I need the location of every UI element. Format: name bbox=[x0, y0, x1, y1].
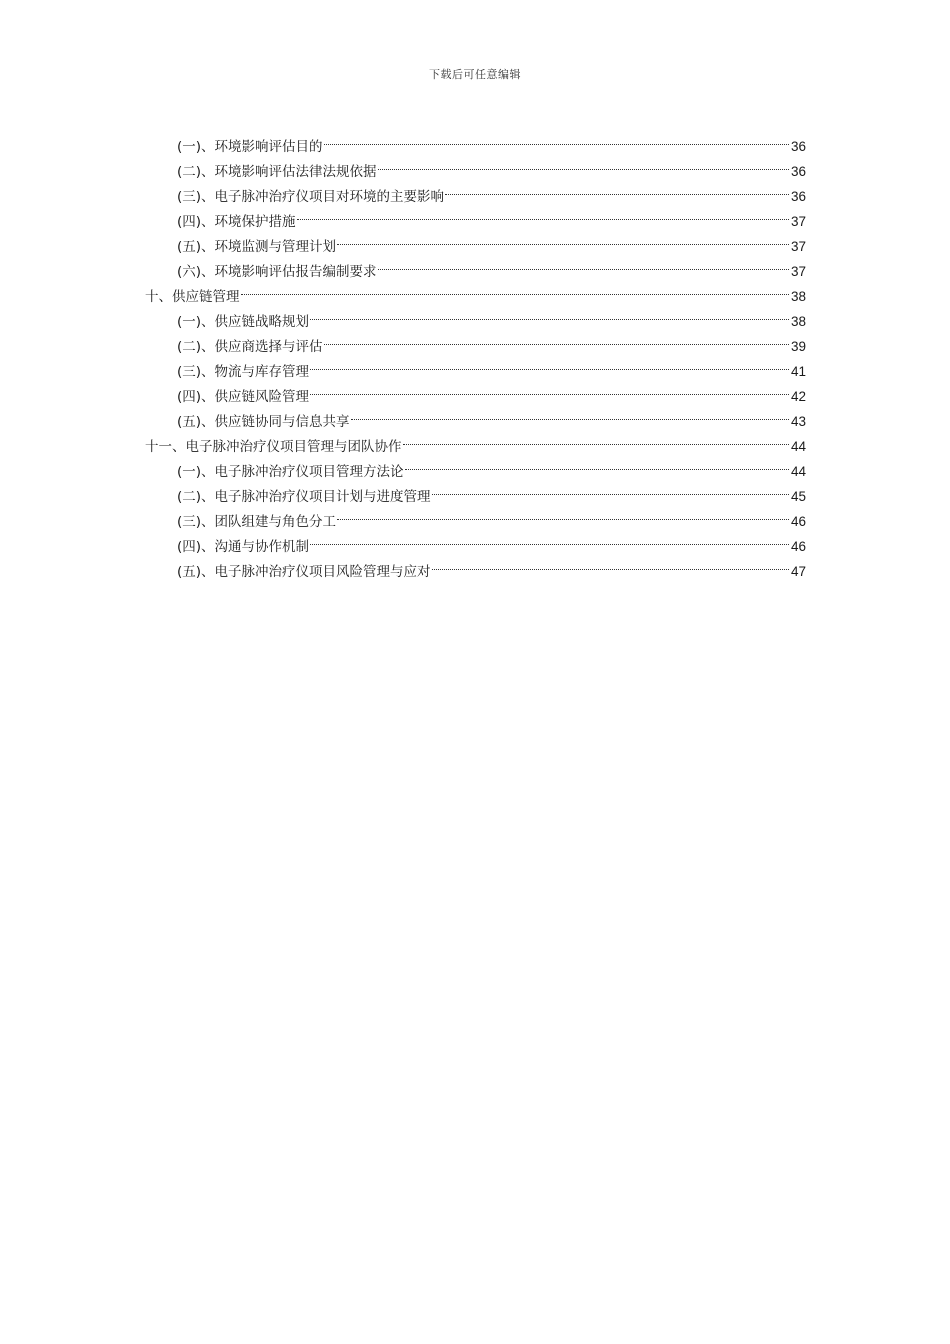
toc-page-number: 44 bbox=[790, 439, 806, 454]
toc-dot-leader bbox=[432, 476, 789, 501]
toc-dot-leader bbox=[310, 301, 789, 326]
toc-page-number: 46 bbox=[790, 539, 806, 554]
toc-dot-leader bbox=[241, 276, 789, 301]
toc-page-number: 38 bbox=[790, 289, 806, 304]
toc-entry-title: (一)、供应链战略规划 bbox=[177, 314, 310, 330]
toc-entry-title: (三)、物流与库存管理 bbox=[177, 364, 310, 380]
toc-page-number: 38 bbox=[790, 314, 806, 329]
toc-entry-title: (二)、供应商选择与评估 bbox=[177, 339, 323, 355]
toc-entry-title: (四)、供应链风险管理 bbox=[177, 389, 310, 405]
toc-page-number: 37 bbox=[790, 239, 806, 254]
toc-page-number: 46 bbox=[790, 514, 806, 529]
toc-dot-leader bbox=[337, 501, 789, 526]
toc-page-number: 47 bbox=[790, 564, 806, 579]
toc-page-number: 44 bbox=[790, 464, 806, 479]
toc-dot-leader bbox=[324, 126, 789, 151]
toc-page-number: 37 bbox=[790, 214, 806, 229]
toc-dot-leader bbox=[310, 526, 789, 551]
toc-entry-title: (二)、电子脉冲治疗仪项目计划与进度管理 bbox=[177, 489, 431, 505]
toc-section-entry[interactable] bbox=[145, 126, 806, 155]
page-header: 下载后可任意编辑 bbox=[429, 68, 521, 81]
toc-page-number: 41 bbox=[790, 364, 806, 379]
toc-page-number: 45 bbox=[790, 489, 806, 504]
toc-section-entry[interactable] bbox=[145, 301, 806, 330]
toc-page-number: 36 bbox=[790, 164, 806, 179]
toc-entry-title: (五)、供应链协同与信息共享 bbox=[177, 414, 350, 430]
toc-entry-title: (二)、环境影响评估法律法规依据 bbox=[177, 164, 377, 180]
toc-page-number: 39 bbox=[790, 339, 806, 354]
toc-dot-leader bbox=[297, 201, 789, 226]
toc-dot-leader bbox=[405, 451, 789, 476]
toc-entry-title: (五)、电子脉冲治疗仪项目风险管理与应对 bbox=[177, 564, 431, 580]
toc-dot-leader bbox=[445, 176, 789, 201]
toc-entry-title: (四)、沟通与协作机制 bbox=[177, 539, 310, 555]
toc-dot-leader bbox=[310, 376, 789, 401]
toc-entry-title: (五)、环境监测与管理计划 bbox=[177, 239, 337, 255]
toc-dot-leader bbox=[432, 551, 789, 576]
toc-dot-leader bbox=[351, 401, 789, 426]
toc-entry-title: (三)、团队组建与角色分工 bbox=[177, 514, 337, 530]
toc-page-number: 43 bbox=[790, 414, 806, 429]
toc-dot-leader bbox=[378, 251, 789, 276]
toc-dot-leader bbox=[403, 426, 789, 451]
toc-page-number: 36 bbox=[790, 189, 806, 204]
toc-entry-title: 十一、电子脉冲治疗仪项目管理与团队协作 bbox=[145, 439, 402, 455]
toc-entry-title: 十、供应链管理 bbox=[145, 289, 240, 305]
toc-chapter-entry[interactable] bbox=[145, 276, 806, 305]
toc-entry-title: (三)、电子脉冲治疗仪项目对环境的主要影响 bbox=[177, 189, 445, 205]
table-of-contents bbox=[145, 126, 806, 580]
toc-entry-title: (四)、环境保护措施 bbox=[177, 214, 296, 230]
toc-entry-title: (一)、环境影响评估目的 bbox=[177, 139, 323, 155]
toc-entry-title: (一)、电子脉冲治疗仪项目管理方法论 bbox=[177, 464, 404, 480]
toc-dot-leader bbox=[324, 326, 789, 351]
toc-dot-leader bbox=[337, 226, 789, 251]
toc-page-number: 37 bbox=[790, 264, 806, 279]
toc-entry-title: (六)、环境影响评估报告编制要求 bbox=[177, 264, 377, 280]
toc-dot-leader bbox=[310, 351, 789, 376]
toc-page-number: 42 bbox=[790, 389, 806, 404]
toc-page-number: 36 bbox=[790, 139, 806, 154]
toc-dot-leader bbox=[378, 151, 789, 176]
